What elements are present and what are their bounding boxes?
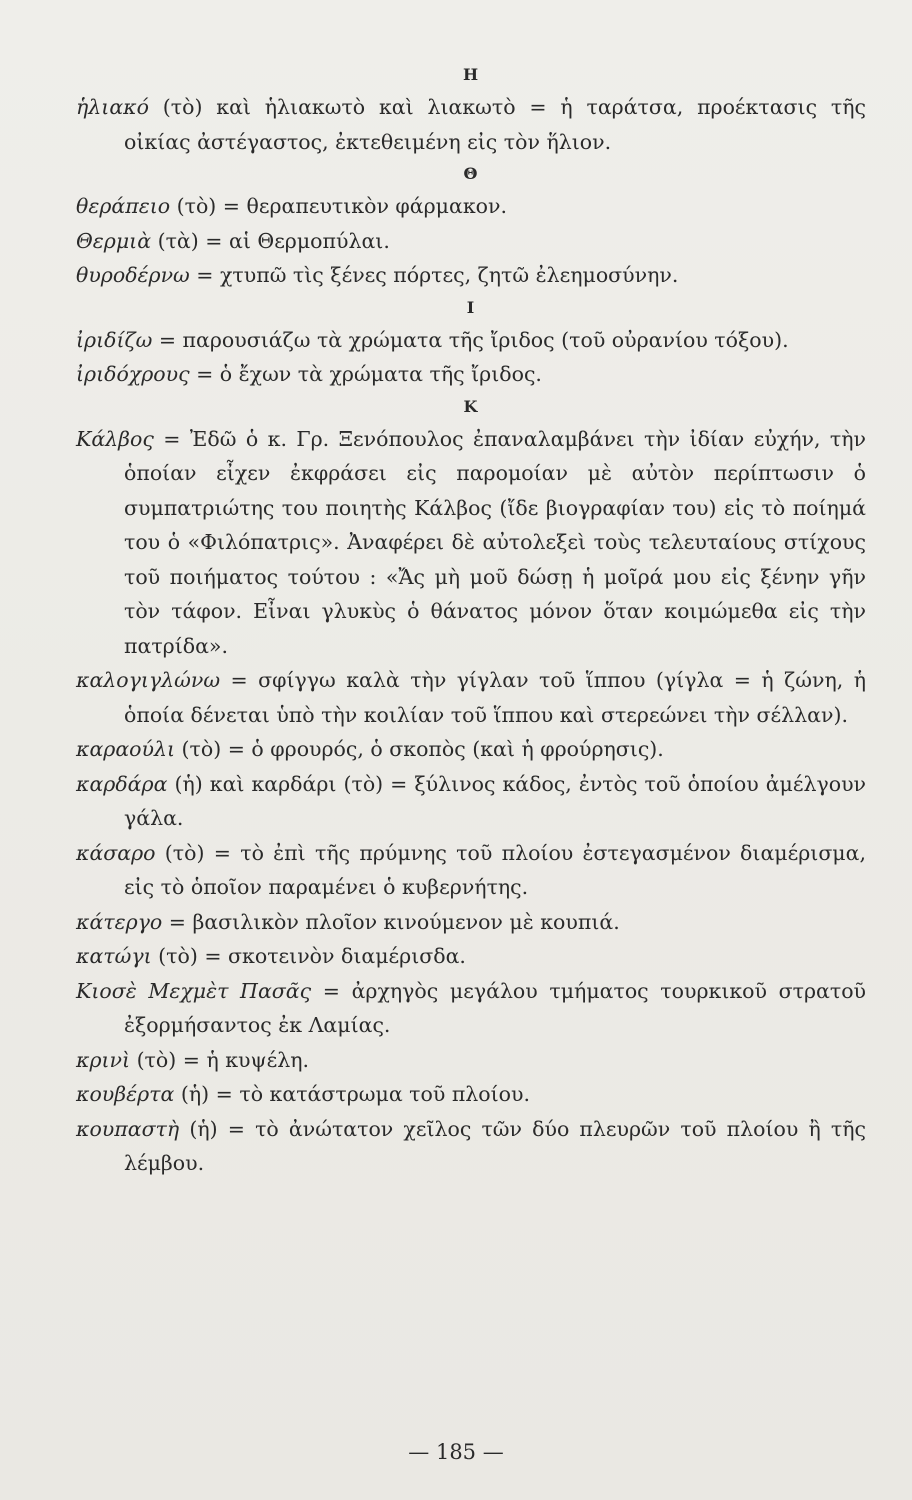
entry-definition: (ἡ) καὶ καρδάρι (τὸ) = ξύλινος κάδος, ἐντὸς τοῦ ὁποίου ἀμέλγουν γάλα. [124, 771, 866, 830]
glossary-entry [76, 767, 866, 836]
glossary-entry [76, 1077, 866, 1112]
entry-definition: = ἀρχηγὸς μεγάλου τμήματος τουρκικοῦ στρατοῦ ἐξορμήσαντος ἐκ Λαμίας. [124, 978, 866, 1037]
entry-lemma: Θερμιὰ [76, 228, 152, 253]
glossary-content [76, 60, 866, 1181]
entry-definition: = ὁ ἔχων τὰ χρώματα τῆς ἴριδος. [189, 362, 542, 386]
glossary-entry [76, 1043, 866, 1078]
entry-lemma: κατώγι [76, 944, 152, 968]
entry-lemma: ἰριδίζω [76, 327, 153, 352]
glossary-entry [76, 939, 866, 974]
glossary-entry [76, 357, 866, 392]
entry-definition: (τὸ) καὶ ἡλιακωτὸ καὶ λιακωτὸ = ἡ ταράτσα, προέκτασις τῆς οἰκίας ἀστέγαστος, ἐκτεθειμένη εἰς τὸν ἥλιον. [124, 95, 866, 154]
entry-lemma: ἡλιακό [76, 95, 149, 119]
glossary-entry [76, 836, 866, 905]
glossary-entry [76, 422, 866, 664]
entry-lemma: ἰριδόχρους [76, 362, 190, 386]
entry-definition: = παρουσιάζω τὰ χρώματα τῆς ἴριδος (τοῦ οὐρανίου τόξου). [152, 327, 789, 352]
entry-definition: (τὰ) = αἱ Θερμοπύλαι. [151, 228, 390, 253]
glossary-entry [76, 224, 866, 259]
entry-lemma: κάσαρο [76, 840, 156, 865]
entry-definition: (τὸ) = τὸ ἐπὶ τῆς πρύμνης τοῦ πλοίου ἐστεγασμένον διαμέρισμα, εἰς τὸ ὁποῖον παραμένει ὁ κυβερνήτης. [124, 840, 866, 899]
entry-lemma: Κιοσὲ Μεχμὲτ Πασᾶς [76, 978, 312, 1003]
entry-definition: (τὸ) = σκοτεινὸν διαμέρισδα. [151, 944, 466, 968]
entry-definition: (ἡ) = τὸ ἀνώτατον χεῖλος τῶν δύο πλευρῶν τοῦ πλοίου ἢ τῆς λέμβου. [124, 1116, 866, 1175]
entry-definition: = σφίγγω καλὰ τὴν γίγλαν τοῦ ἵππου (γίγλα = ἡ ζώνη, ἡ ὁποία δένεται ὑπὸ τὴν κοιλίαν τοῦ ἵππου καὶ στερεώνει τὴν σέλλαν). [124, 668, 866, 727]
entry-definition: (τὸ) = ὁ φρουρός, ὁ σκοπὸς (καὶ ἡ φρούρησις). [175, 737, 664, 761]
glossary-entry [76, 323, 866, 358]
entry-definition: = χτυπῶ τὶς ξένες πόρτες, ζητῶ ἐλεημοσύνην. [189, 263, 679, 287]
glossary-entry [76, 905, 866, 940]
section-letter-eta: Η [462, 65, 480, 84]
entry-lemma: κουβέρτα [76, 1082, 175, 1106]
section-letter-theta: Θ [463, 164, 479, 183]
entry-definition: (ἡ) = τὸ κατάστρωμα τοῦ πλοίου. [174, 1082, 531, 1106]
glossary-entry [76, 732, 866, 767]
entry-definition: (τὸ) = ἡ κυψέλη. [130, 1047, 310, 1072]
section-letter-kappa: Κ [463, 396, 479, 416]
glossary-entry [76, 90, 866, 159]
page-number: — 185 — [408, 1440, 504, 1464]
entry-lemma: καλογιγλώνω [76, 668, 221, 692]
glossary-entry [76, 974, 866, 1043]
entry-lemma: κάτεργο [76, 909, 163, 934]
entry-definition: = Ἐδῶ ὁ κ. Γρ. Ξενόπουλος ἐπαναλαμβάνει τὴν ἰδίαν εὐχήν, τὴν ὁποίαν εἶχεν ἐκφράσει εἰς παρομοίαν μὲ αὐτὸν περίπτωσιν ὁ συμπατριώτης του ποιητὴς Κάλβος (ἴδε βιογραφίαν του) εἰς τὸ ποίημά του ὁ «Φιλόπατρις». Ἀναφέρει δὲ αὐτολεξεὶ τοὺς τελευταίους στίχους τοῦ ποιήματος τούτου : «Ἄς μὴ μοῦ δώσῃ ἡ μοῖρά μου εἰς ξένην γῆν τὸν τάφον. Εἶναι γλυκὺς ὁ θάνατος μόνον ὅταν κοιμώμεθα εἰς τὴν πατρίδα». [124, 426, 866, 658]
entry-lemma: κουπαστὴ [76, 1116, 180, 1141]
entry-lemma: θυροδέρνω [76, 263, 190, 287]
glossary-entry [76, 189, 866, 224]
section-letter-iota: Ι [466, 297, 476, 317]
glossary-entry [76, 663, 866, 732]
entry-lemma: Κάλβος [76, 426, 154, 451]
entry-definition: (τὸ) = θεραπευτικὸν φάρμακον. [170, 194, 507, 218]
entry-lemma: κρινὶ [76, 1047, 131, 1072]
entry-lemma: καραούλι [76, 737, 176, 761]
entry-lemma: καρδάρα [76, 771, 168, 796]
glossary-entry [76, 258, 866, 293]
glossary-entry [76, 1112, 866, 1181]
entry-definition: = βασιλικὸν πλοῖον κινούμενον μὲ κουπιά. [162, 909, 620, 934]
entry-lemma: θεράπειο [76, 194, 171, 218]
